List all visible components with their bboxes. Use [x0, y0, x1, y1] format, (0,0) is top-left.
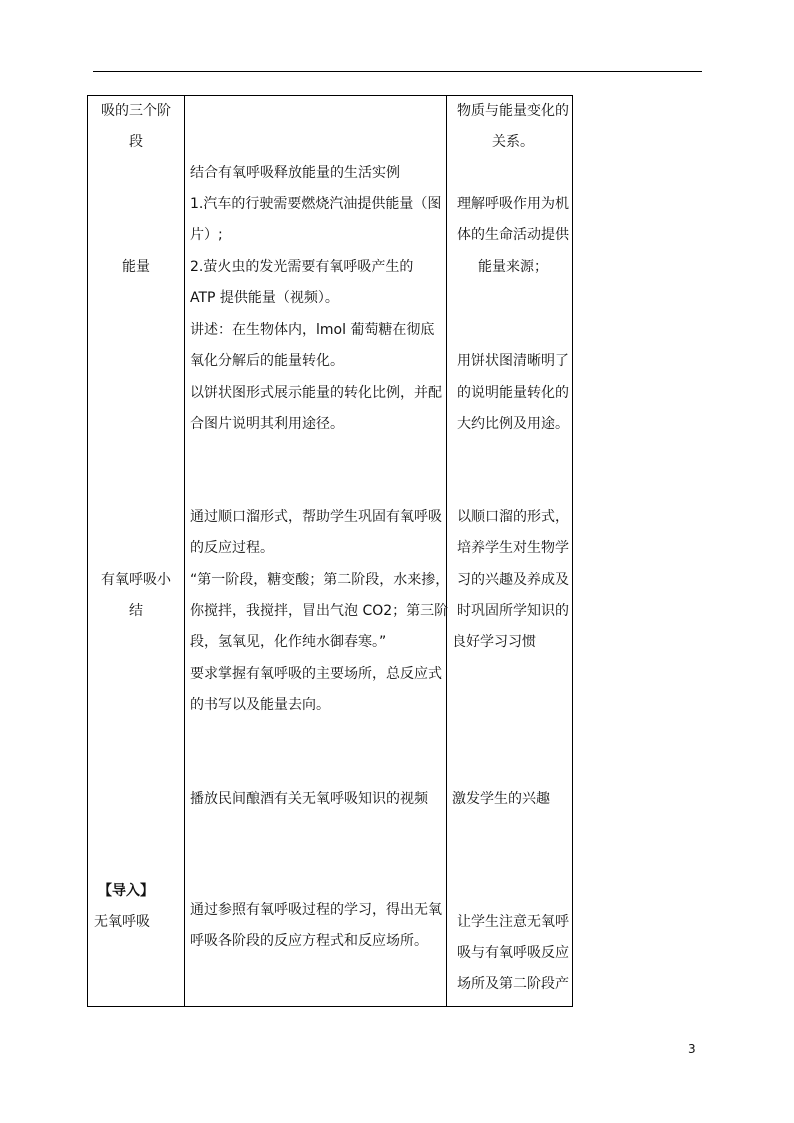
intro-label: 【导入】 [98, 883, 154, 899]
summary-requirement: 要求掌握有氧呼吸的主要场所，总反应式 [190, 666, 442, 682]
explanation: 氧化分解后的能量转化。 [190, 353, 344, 369]
pie-chart-note: 合图片说明其利用途径。 [190, 416, 344, 432]
video-activity: 播放民间酿酒有关无氧呼吸知识的视频 [190, 791, 428, 807]
column-divider [184, 96, 185, 1006]
purpose-text: 时巩固所学知识的 [457, 603, 569, 619]
lesson-table [87, 95, 573, 1007]
summary-rhyme: “第一阶段，糖变酸；第二阶段，水来掺， [190, 572, 450, 588]
summary-label: 结 [129, 603, 143, 619]
purpose-text: 物质与能量变化的 [457, 103, 569, 119]
purpose-text: 习的兴趣及养成及 [457, 572, 569, 588]
purpose-text: 能量来源； [478, 259, 548, 275]
energy-title: 结合有氧呼吸释放能量的生活实例 [190, 165, 400, 181]
summary-rhyme: 你搅拌，我搅拌，冒出气泡 CO2；第三阶 [190, 603, 449, 619]
energy-example-2: 2.萤火虫的发光需要有氧呼吸产生的 [190, 259, 414, 275]
purpose-text: 激发学生的兴趣 [452, 791, 550, 807]
anaerobic-activity: 呼吸各阶段的反应方程式和反应场所。 [190, 933, 428, 949]
summary-text: 的反应过程。 [190, 540, 274, 556]
purpose-text: 大约比例及用途。 [457, 416, 569, 432]
purpose-text: 培养学生对生物学 [457, 540, 569, 556]
stage-label: 吸的三个阶 [101, 103, 171, 119]
purpose-text: 的说明能量转化的 [457, 385, 569, 401]
summary-label: 有氧呼吸小 [101, 572, 171, 588]
energy-example-2: ATP 提供能量（视频）。 [190, 290, 339, 306]
page-number: 3 [688, 1042, 696, 1056]
energy-example-1: 1.汽车的行驶需要燃烧汽油提供能量（图 [190, 196, 442, 212]
energy-label: 能量 [122, 259, 150, 275]
purpose-text: 场所及第二阶段产 [457, 976, 569, 992]
pie-chart-note: 以饼状图形式展示能量的转化比例，并配 [190, 385, 442, 401]
anaerobic-label: 无氧呼吸 [94, 914, 150, 930]
purpose-text: 体的生命活动提供 [457, 227, 569, 243]
header-rule [93, 71, 702, 72]
column-divider [446, 96, 447, 1006]
purpose-text: 让学生注意无氧呼 [457, 914, 569, 930]
purpose-text: 用饼状图清晰明了 [457, 353, 569, 369]
summary-rhyme: 段，氢氧见，化作纯水御春寒。” [190, 634, 387, 650]
energy-example-1: 片）; [190, 227, 223, 243]
purpose-text: 理解呼吸作用为机 [457, 196, 569, 212]
purpose-text: 吸与有氧呼吸反应 [457, 945, 569, 961]
purpose-text: 良好学习习惯 [452, 634, 536, 650]
explanation: 讲述：在生物体内，lmol 葡萄糖在彻底 [190, 322, 435, 338]
summary-text: 通过顺口溜形式，帮助学生巩固有氧呼吸 [190, 509, 442, 525]
summary-requirement: 的书写以及能量去向。 [190, 697, 330, 713]
anaerobic-activity: 通过参照有氧呼吸过程的学习，得出无氧 [190, 902, 442, 918]
purpose-text: 关系。 [492, 134, 534, 150]
purpose-text: 以顺口溜的形式， [457, 509, 569, 525]
stage-label: 段 [129, 134, 143, 150]
